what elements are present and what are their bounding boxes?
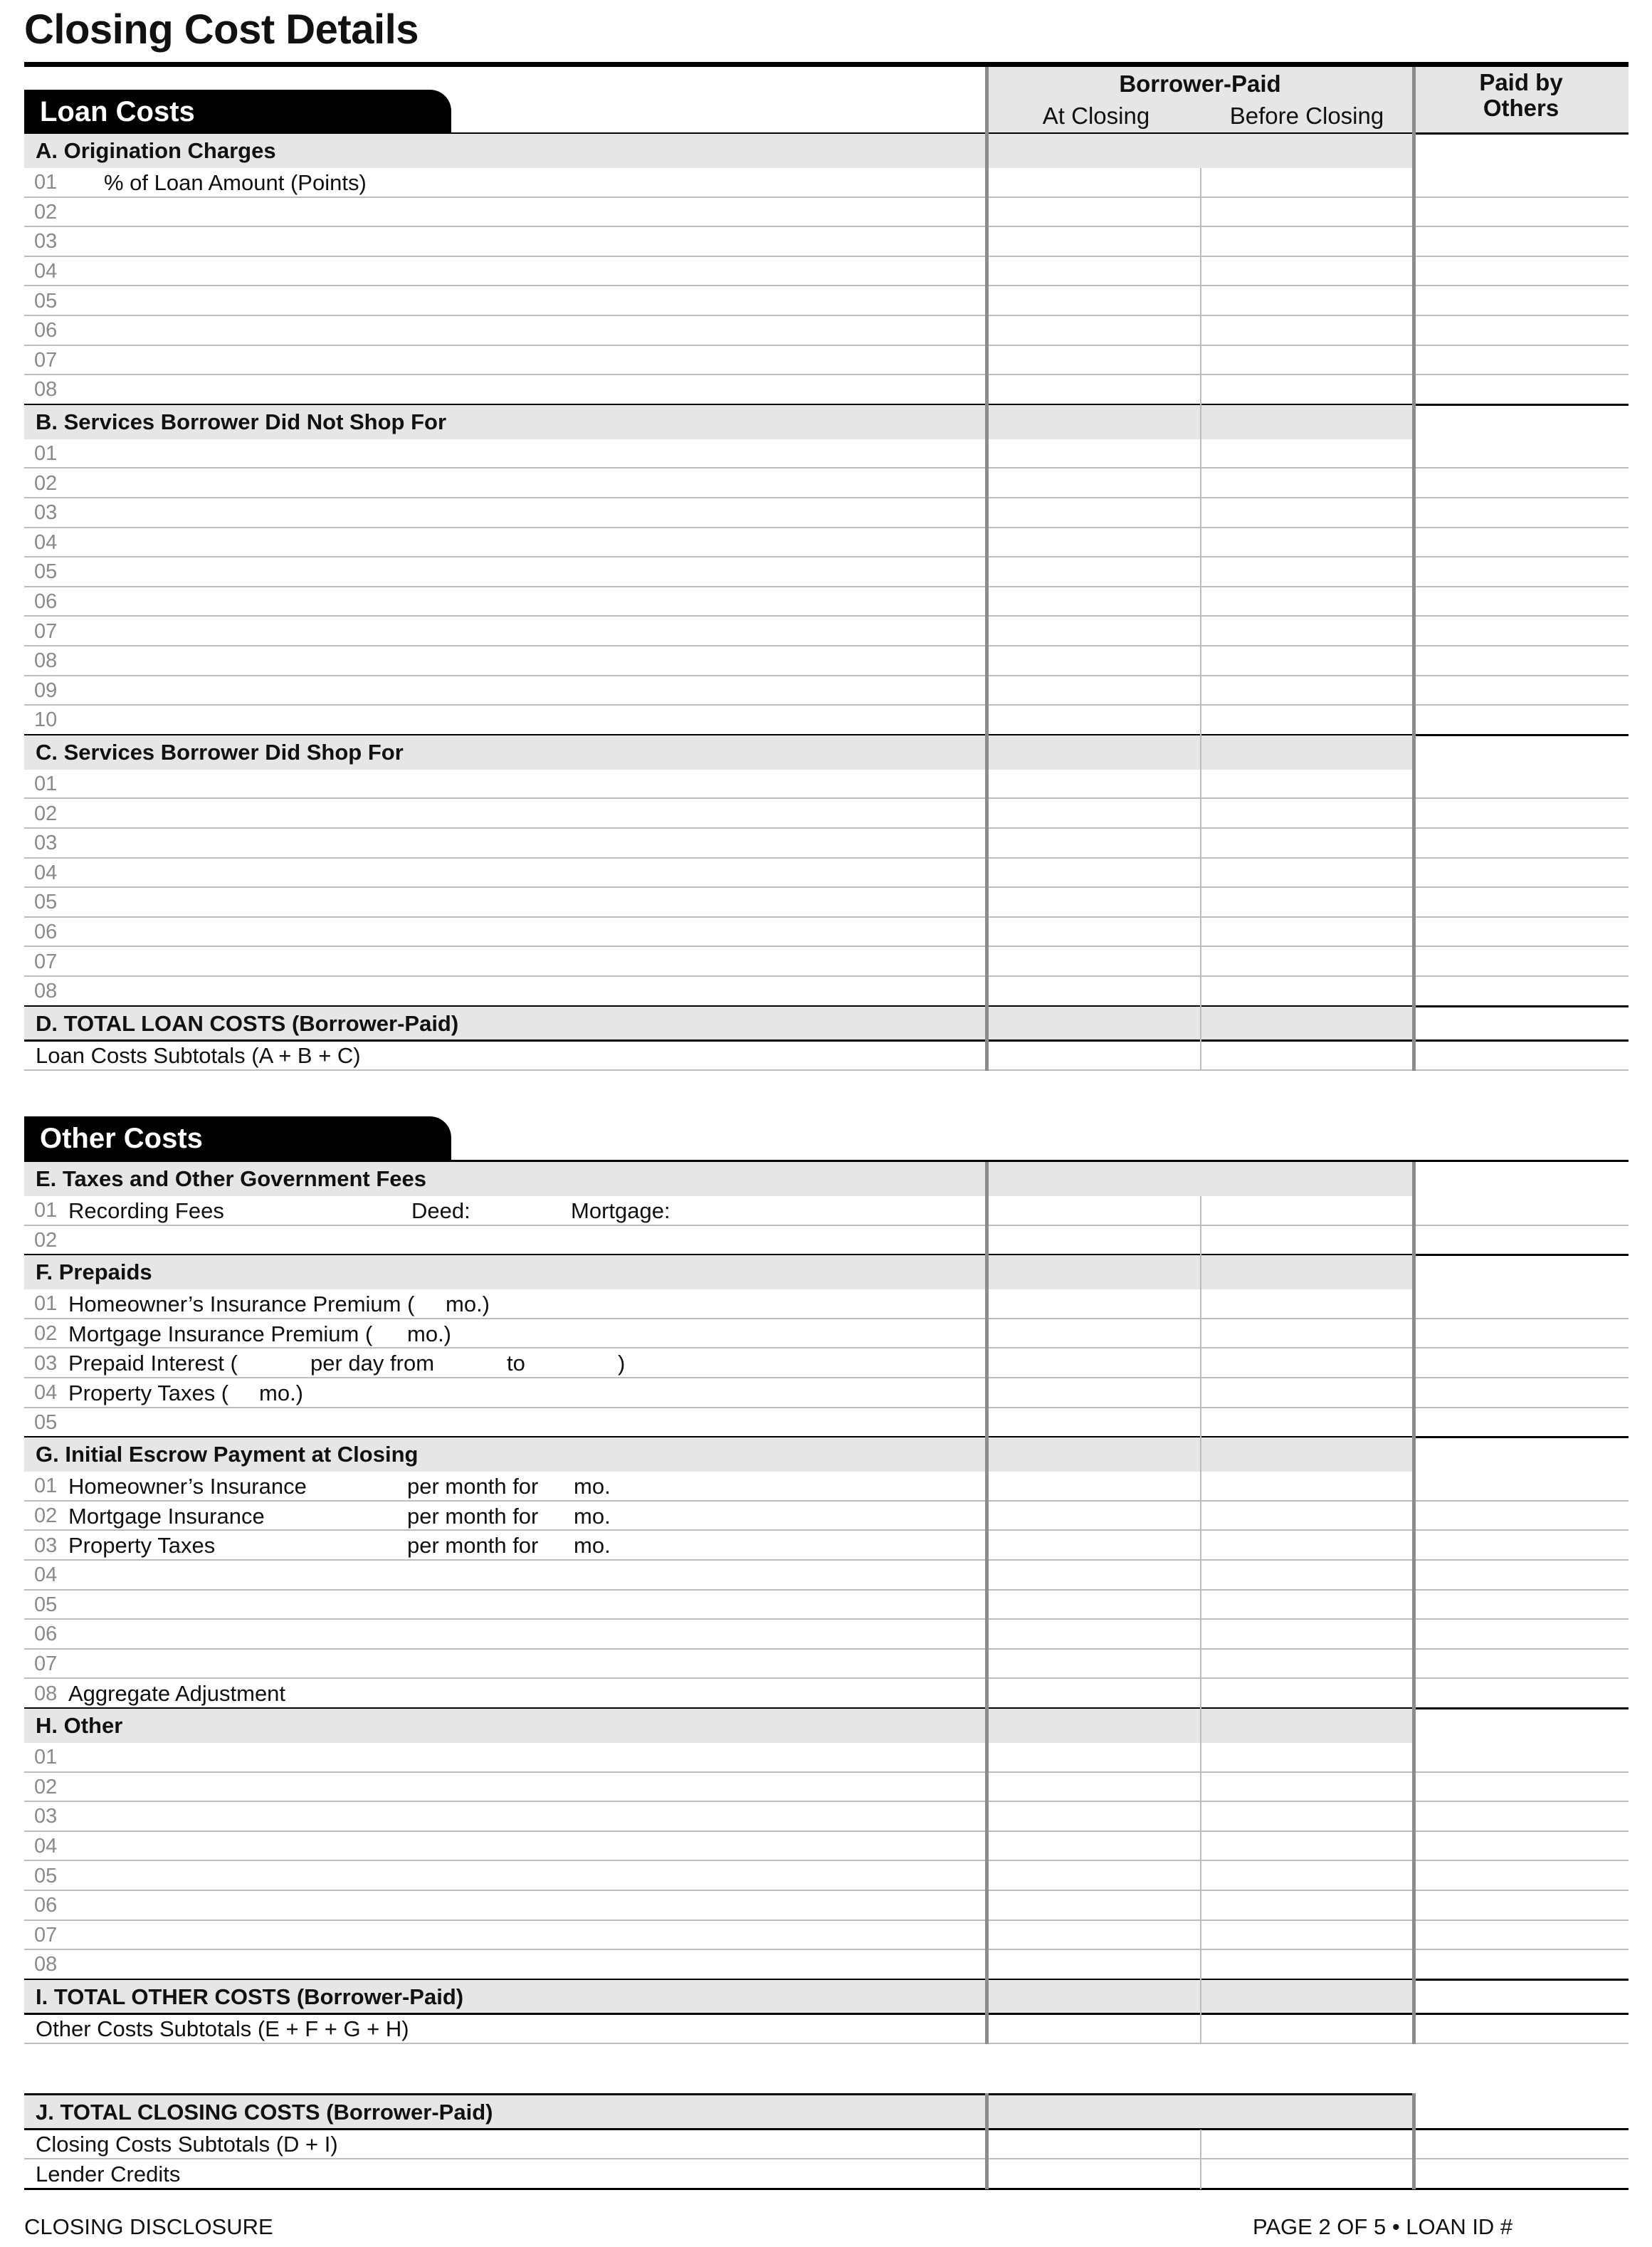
column-divider-before-closing	[1200, 2130, 1201, 2189]
line-item-row	[24, 1921, 1629, 1951]
line-description: Mortgage Insurance	[68, 1503, 265, 1529]
line-item-row	[24, 859, 1629, 889]
total-loan-costs-heading	[24, 1007, 1629, 1041]
line-number: 04	[34, 1835, 58, 1858]
line-description: % of Loan Amount (Points)	[104, 169, 367, 195]
line-item-row	[24, 676, 1629, 706]
line-item-row	[24, 198, 1629, 228]
line-item-row	[24, 1226, 1629, 1256]
months-label: mo.)	[407, 1321, 451, 1346]
line-item-row	[24, 1679, 1629, 1709]
months-label: mo.)	[259, 1380, 303, 1405]
line-number: 04	[34, 1564, 58, 1587]
line-item-row	[24, 646, 1629, 676]
line-number: 05	[34, 1410, 58, 1434]
line-item-row	[24, 1891, 1629, 1921]
line-number: 01	[34, 1292, 58, 1316]
column-divider-at-closing	[985, 1162, 989, 2044]
line-number: 01	[34, 1199, 58, 1222]
per-month-label: per month for	[407, 1503, 539, 1529]
total-other-costs-heading	[24, 1980, 1629, 2014]
line-description: Homeowner’s Insurance Premium (	[68, 1291, 415, 1316]
line-number: 07	[34, 1652, 58, 1676]
line-item-row	[24, 1832, 1629, 1862]
line-number: 01	[34, 772, 58, 796]
total-closing-costs-heading	[24, 2095, 1414, 2130]
per-month-label: per month for	[407, 1473, 539, 1499]
section-rule	[24, 2188, 1629, 2190]
line-item-row	[24, 257, 1629, 287]
line-description: Recording Fees	[68, 1198, 224, 1223]
column-divider-paid-by-others	[1412, 67, 1416, 1071]
line-number: 07	[34, 619, 58, 643]
line-number: 10	[34, 708, 58, 732]
line-number: 02	[34, 802, 58, 825]
lender-credits-label: Lender Credits	[36, 2162, 181, 2186]
line-item-row	[24, 1408, 1629, 1438]
line-number: 08	[34, 1953, 58, 1976]
line-description: Aggregate Adjustment	[68, 1681, 286, 1707]
paid-by-others-line1: Paid by	[1479, 69, 1563, 95]
line-number: 08	[34, 378, 58, 402]
line-number: 03	[34, 230, 58, 253]
line-number: 06	[34, 921, 58, 944]
column-divider-before-closing	[1200, 1196, 1201, 2044]
line-item-row	[24, 1502, 1629, 1531]
line-number: 02	[34, 1322, 58, 1346]
line-item-row	[24, 1378, 1629, 1408]
column-divider-paid-by-others	[1412, 1162, 1416, 2044]
section-heading: C. Services Borrower Did Shop For	[36, 739, 404, 765]
line-description: Prepaid Interest (	[68, 1351, 238, 1376]
section-heading: J. TOTAL CLOSING COSTS (Borrower-Paid)	[36, 2100, 493, 2125]
column-divider-before-closing	[1200, 168, 1201, 1071]
line-item-row	[24, 316, 1629, 346]
line-item-row	[24, 1950, 1629, 1980]
line-item-row	[24, 1289, 1629, 1319]
line-item-row	[24, 829, 1629, 859]
deed-label: Deed:	[411, 1198, 470, 1223]
line-item-row	[24, 227, 1629, 257]
line-item-row	[24, 1348, 1629, 1378]
line-item-row	[24, 799, 1629, 829]
line-number: 04	[34, 260, 58, 283]
loan-subtotals-row	[24, 1041, 1629, 1071]
line-item-row	[24, 1861, 1629, 1891]
mortgage-label: Mortgage:	[571, 1198, 670, 1223]
line-number: 04	[34, 1381, 58, 1405]
line-item-row	[24, 1773, 1629, 1803]
months-label: mo.	[574, 1503, 611, 1529]
section-h-heading	[24, 1709, 1629, 1743]
line-description: Mortgage Insurance Premium (	[68, 1321, 373, 1346]
line-number: 03	[34, 1534, 58, 1557]
section-heading: A. Origination Charges	[36, 138, 276, 163]
line-number: 07	[34, 348, 58, 372]
line-description: Property Taxes (	[68, 1380, 229, 1405]
line-number: 01	[34, 1475, 58, 1498]
line-item-row	[24, 1531, 1629, 1561]
line-number: 01	[34, 442, 58, 466]
line-number: 03	[34, 1351, 58, 1375]
line-item-row	[24, 375, 1629, 405]
section-b-heading	[24, 405, 1629, 439]
months-label: mo.	[574, 1473, 611, 1499]
line-item-row	[24, 587, 1629, 617]
line-number: 01	[34, 171, 58, 194]
line-item-row	[24, 286, 1629, 316]
line-number: 05	[34, 289, 58, 313]
borrower-paid-label: Borrower-Paid	[1119, 70, 1281, 97]
line-number: 06	[34, 319, 58, 342]
line-item-row	[24, 888, 1629, 918]
line-number: 03	[34, 832, 58, 855]
section-heading: D. TOTAL LOAN COSTS (Borrower-Paid)	[36, 1010, 459, 1036]
close-paren: )	[618, 1351, 626, 1376]
before-closing-label: Before Closing	[1229, 103, 1384, 129]
line-number: 07	[34, 950, 58, 973]
per-month-label: per month for	[407, 1533, 539, 1559]
line-number: 09	[34, 679, 58, 702]
line-number: 06	[34, 1623, 58, 1646]
line-item-row	[24, 1591, 1629, 1620]
to-label: to	[507, 1351, 525, 1376]
other-costs-tab: Other Costs	[24, 1116, 451, 1161]
column-divider-paid-by-others	[1412, 2093, 1416, 2189]
line-item-row	[24, 498, 1629, 528]
page-title: Closing Cost Details	[24, 6, 419, 53]
line-item-row	[24, 1802, 1629, 1832]
line-number: 04	[34, 530, 58, 554]
line-number: 02	[34, 471, 58, 495]
section-heading: E. Taxes and Other Government Fees	[36, 1166, 426, 1191]
loan-costs-tab: Loan Costs	[24, 90, 451, 134]
line-number: 08	[34, 980, 58, 1003]
other-subtotals-label: Other Costs Subtotals (E + F + G + H)	[36, 2016, 409, 2041]
line-item-row	[24, 1650, 1629, 1680]
paid-by-others-label	[1414, 70, 1629, 122]
line-number: 02	[34, 1775, 58, 1798]
per-day-label: per day from	[310, 1351, 435, 1376]
line-number: 06	[34, 590, 58, 614]
row-divider	[24, 2043, 1629, 2044]
line-number: 02	[34, 200, 58, 224]
line-number: 01	[34, 1746, 58, 1769]
line-item-row	[24, 1319, 1629, 1349]
line-item-row	[24, 1196, 1629, 1226]
title-rule	[24, 62, 1629, 67]
line-item-row	[24, 1472, 1629, 1502]
line-item-row	[24, 168, 1629, 198]
line-number: 04	[34, 861, 58, 884]
at-closing-label: At Closing	[1042, 103, 1150, 129]
column-divider-at-closing	[985, 67, 989, 1071]
line-description: Property Taxes	[68, 1533, 216, 1559]
row-divider	[24, 1069, 1629, 1071]
line-item-row	[24, 977, 1629, 1007]
line-item-row	[24, 468, 1629, 498]
other-subtotals-row	[24, 2014, 1629, 2044]
section-g-heading	[24, 1437, 1629, 1472]
line-number: 02	[34, 1228, 58, 1252]
section-a-heading	[24, 134, 1629, 168]
line-number: 05	[34, 1864, 58, 1887]
line-item-row	[24, 1561, 1629, 1591]
section-heading: F. Prepaids	[36, 1259, 152, 1285]
loan-subtotals-label: Loan Costs Subtotals (A + B + C)	[36, 1042, 361, 1068]
section-c-heading	[24, 735, 1629, 770]
line-item-row	[24, 706, 1629, 735]
section-heading-band	[24, 1255, 1414, 1289]
closing-subtotals-label: Closing Costs Subtotals (D + I)	[36, 2132, 338, 2157]
line-number: 05	[34, 891, 58, 914]
section-heading: H. Other	[36, 1713, 123, 1738]
line-item-row	[24, 528, 1629, 558]
line-number: 08	[34, 1682, 58, 1705]
line-item-row	[24, 617, 1629, 646]
section-heading-band	[24, 1709, 1414, 1743]
closing-subtotals-row	[24, 2130, 1629, 2159]
line-item-row	[24, 346, 1629, 376]
line-number: 03	[34, 501, 58, 525]
section-e-heading	[24, 1162, 1629, 1196]
paid-by-others-line2: Others	[1483, 95, 1559, 122]
line-item-row	[24, 1743, 1629, 1773]
footer-right: PAGE 2 OF 5 • LOAN ID #	[1253, 2214, 1513, 2239]
line-number: 08	[34, 649, 58, 673]
line-item-row	[24, 770, 1629, 800]
lender-credits-row	[24, 2159, 1629, 2189]
line-item-row	[24, 1620, 1629, 1650]
line-number: 07	[34, 1923, 58, 1947]
section-heading: B. Services Borrower Did Not Shop For	[36, 409, 447, 434]
line-item-row	[24, 439, 1629, 469]
section-heading: G. Initial Escrow Payment at Closing	[36, 1442, 419, 1467]
line-number: 02	[34, 1504, 58, 1528]
months-label: mo.	[574, 1533, 611, 1559]
section-heading: I. TOTAL OTHER COSTS (Borrower-Paid)	[36, 1984, 464, 2009]
footer-left: CLOSING DISCLOSURE	[24, 2214, 273, 2239]
months-label: mo.)	[446, 1291, 490, 1316]
line-number: 05	[34, 1593, 58, 1616]
line-item-row	[24, 557, 1629, 587]
line-number: 05	[34, 560, 58, 584]
line-number: 03	[34, 1805, 58, 1828]
section-f-heading	[24, 1255, 1629, 1289]
line-number: 06	[34, 1894, 58, 1917]
line-description: Homeowner’s Insurance	[68, 1473, 307, 1499]
line-item-row	[24, 918, 1629, 948]
column-divider-at-closing	[985, 2093, 989, 2189]
line-item-row	[24, 947, 1629, 977]
